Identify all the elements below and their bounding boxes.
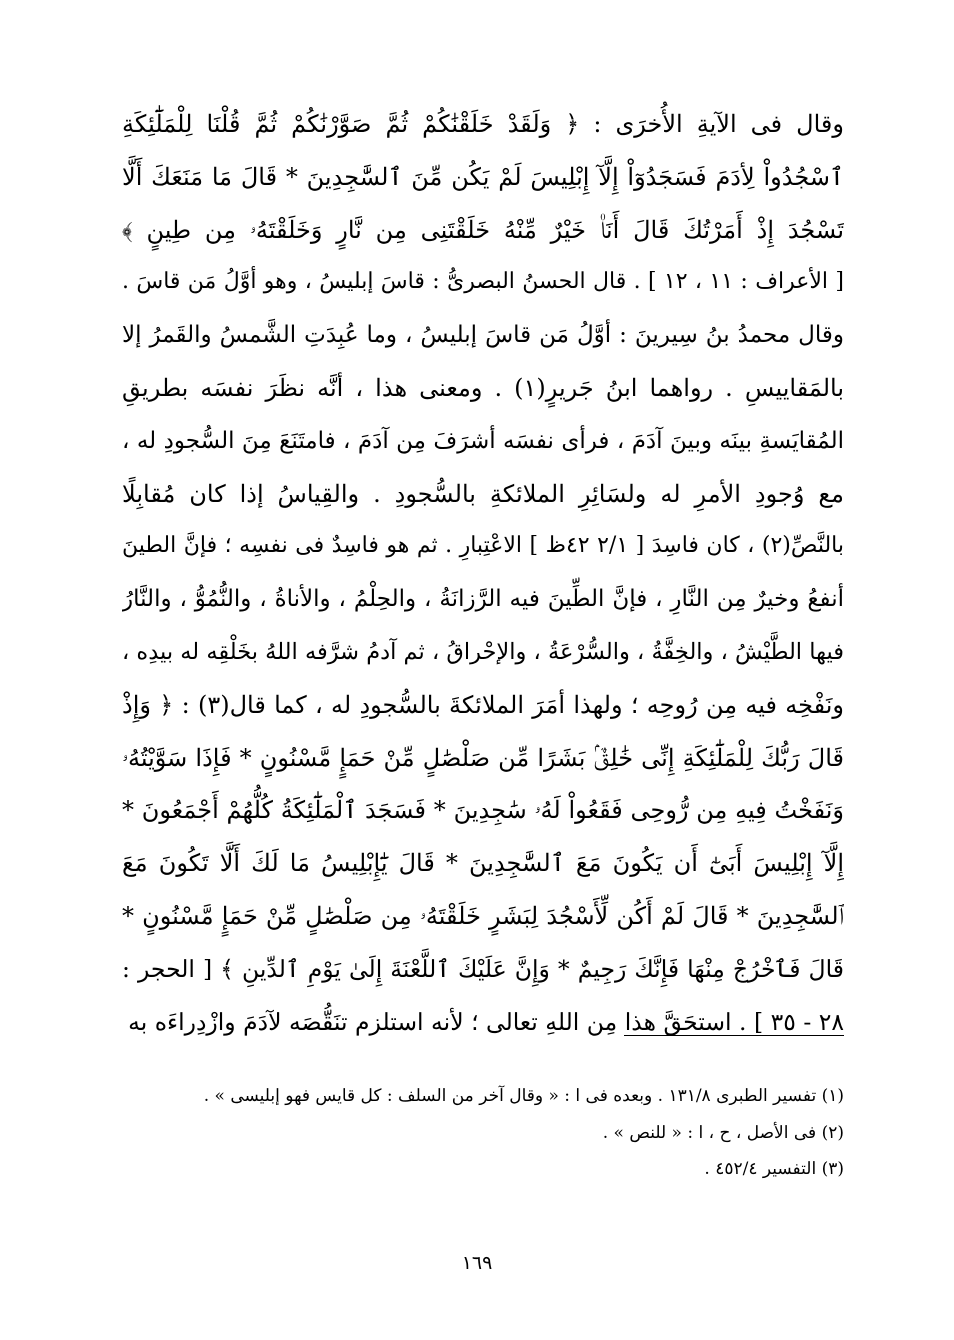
- footnotes: [110, 1078, 844, 1188]
- footnote: (١) تفسير الطبرى ١٣١/٨ . وبعده فى ا : « وقال آخر من السلف : كل قايس فهو إبليسى » .: [203, 1086, 844, 1106]
- footnote: (٢) فى الأصل ، ح ، ا : « للنص » .: [602, 1122, 844, 1143]
- text-line: ٢٨ - ٣٥ ] . استحَقَّ هذا مِن اللهِ تعالى ؛ لأنه استلزم تنَقُّصَه لآدَمَ وازْدِراءَه به: [128, 1007, 844, 1036]
- text-line: بالنَّصِّ(٢) ، كان فاسِدَ [ ٢/١ ٤٢ظ ] الاعْتِبارِ . ثم هو فاسِدٌ فى نفسِه ؛ فإنَّ الطينَ: [122, 533, 844, 559]
- text-line: وقال فى الآيةِ الأُخرَى : ﴿ وَلَقَدْ خَلَقْنَٰكُمْ ثُمَّ صَوَّرْنَٰكُمْ ثُمَّ قُلْنَا لِلْمَلَٰٓئِكَةِ: [122, 110, 844, 138]
- text-line: ونَفْخِه فيه مِن رُوحِه ؛ ولهذا أمَرَ الملائكةَ بالسُّجودِ له ، كما قال(٣) : ﴿ وَإِذْ: [122, 690, 844, 719]
- text-line: تَسْجُدَ إِذْ أَمَرْتُكَ قَالَ أَنَا۠ خَيْرٌ مِّنْهُ خَلَقْتَنِى مِن نَّارٍ وَخَلَقْتَهُۥ مِن طِينٍ ﴾: [122, 215, 844, 244]
- text-line: قَالَ فَٱخْرُجْ مِنْهَا فَإِنَّكَ رَجِيمٌ * وَإِنَّ عَلَيْكَ ٱللَّعْنَةَ إِلَىٰ يَوْمِ ٱلدِّينِ ﴾ [ الحجر :: [122, 954, 844, 983]
- text-line: ٱلسَّٰجِدِينَ * قَالَ لَمْ أَكُن لِّأَسْجُدَ لِبَشَرٍ خَلَقْتَهُۥ مِن صَلْصَٰلٍ مِّنْ حَمَإٍ مَّسْنُونٍ *: [122, 901, 844, 930]
- text-line: المُقايَسةِ بينَه وبينَ آدَمَ ، فرأى نفسَه أشرَفَ مِن آدَمَ ، فامتَنَعَ مِنَ السُّجودِ له ،: [122, 427, 844, 454]
- text-line: فيها الطَّيْشُ ، والخِفَّةُ ، والسُّرْعَةُ ، والإحْراقُ ، ثم آدمُ شرَّفه اللهُ بخَلْقِه له بيدِه ،: [122, 638, 844, 665]
- text-line: مع وُجودِ الأمرِ له ولسَائِرِ الملائكةِ بالسُّجودِ . والقِياسُ إذا كان مُقابِلًا: [122, 479, 844, 508]
- text-line: إِلَّآ إِبْلِيسَ أَبَىٰٓ أَن يَكُونَ مَعَ ٱلسَّٰجِدِينَ * قَالَ يَٰٓإِبْلِيسُ مَا لَكَ أَلَّا تَكُونَ مَعَ: [122, 849, 844, 878]
- text-line: أنفعُ وخيرٌ مِن النَّارِ ، فإنَّ الطِّينَ فيه الرَّزانَةُ ، والحِلْمُ ، والأناةُ ، والنُّمُوُّ ، والنَّارُ: [122, 586, 844, 613]
- text-line: ٱسْجُدُواْ لِأدَمَ فَسَجَدُوٓاْ إِلَّآ إِبْلِيسَ لَمْ يَكُن مِّنَ ٱلسَّٰجِدِينَ * قَالَ مَا مَنَعَكَ أَلَّا: [122, 162, 844, 191]
- footnote-separator: [624, 1035, 844, 1036]
- footnote: (٣) التفسير ٤٥٢/٤ .: [704, 1159, 844, 1179]
- page-number: ١٦٩: [461, 1252, 493, 1274]
- text-line: [ الأعراف : ١١ ، ١٢ ] . قال الحسنُ البصرىُّ : قاسَ إبليسُ ، وهو أوَّلُ مَن قاسَ .: [122, 269, 844, 295]
- main-text: [122, 98, 844, 1048]
- text-line: قَالَ رَبُّكَ لِلْمَلَٰٓئِكَةِ إِنِّى خَٰلِقٌۢ بَشَرًا مِّن صَلْصَٰلٍ مِّنْ حَمَإٍ مَّسْنُونٍ * فَإِذَا سَوَّيْتُهُۥ: [122, 743, 844, 772]
- text-line: وَنَفَخْتُ فِيهِ مِن رُّوحِى فَقَعُواْ لَهُۥ سَٰجِدِينَ * فَسَجَدَ ٱلْمَلَٰٓئِكَةُ كُلُّهُمْ أَجْمَعُونَ *: [122, 796, 844, 825]
- text-line: وقال محمدُ بنُ سِيرينَ : أوَّلُ مَن قاسَ إبليسُ ، وما عُبِدَتِ الشَّمسُ والقَمرُ إلا: [122, 322, 844, 349]
- text-line: بالمَقاييسِ . رواهما ابنُ جَريرٍ(١) . ومعنى هذا ، أنَّه نظَرَ نفسَه بطريقِ: [122, 373, 844, 402]
